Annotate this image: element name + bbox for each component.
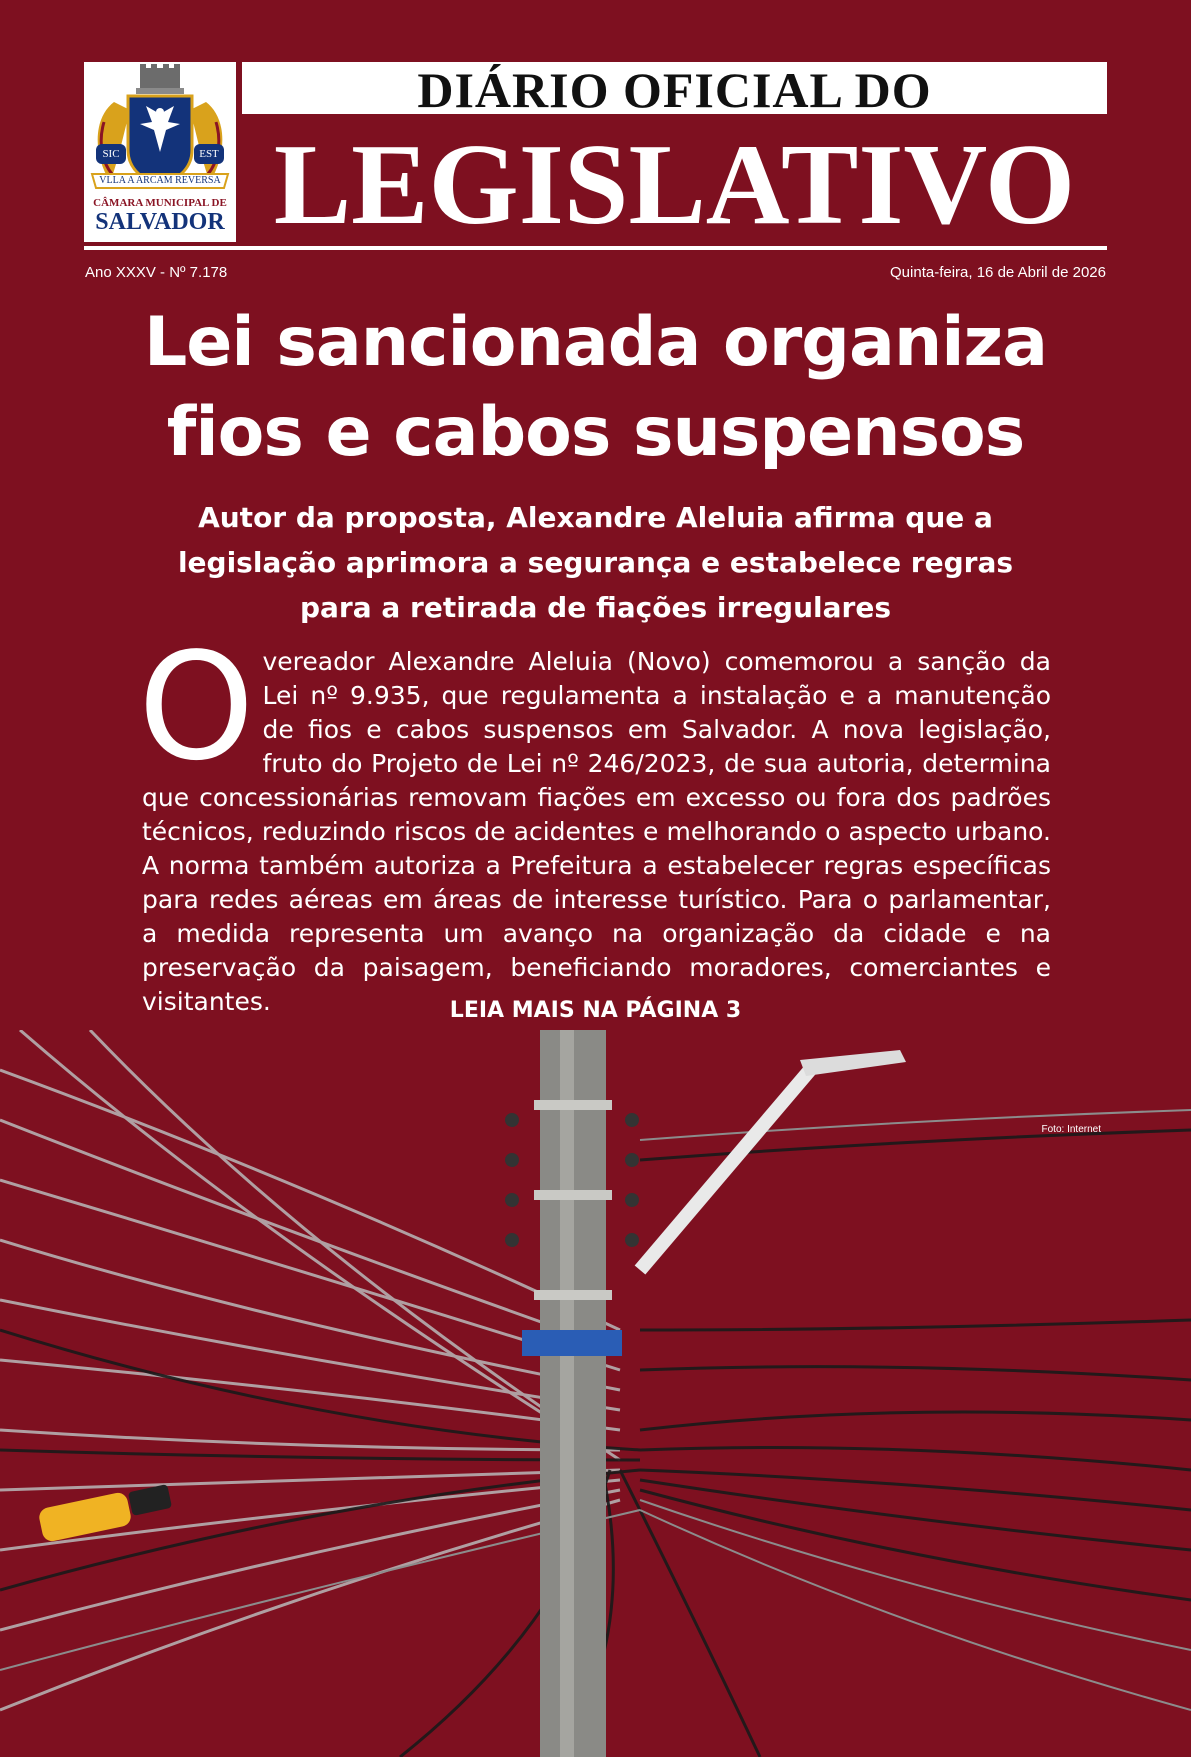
utility-pole-wires-photo [0, 1030, 1191, 1757]
read-more-link[interactable]: LEIA MAIS NA PÁGINA 3 [449, 998, 742, 1023]
article-text: vereador Alexandre Aleluia (Novo) comemorou a sanção da Lei nº 9.935, que regulamenta a instalação e a manutenção de fios e cabos suspensos em Salvador. A nova legislação, fruto do Projeto de Lei nº 246/2023, de sua autoria, determina que concessionárias removam fiações em excesso ou fora dos padrões técnicos, reduzindo riscos de acidentes e melhorando o aspecto urbano. A norma também autoriza a Prefeitura a estabelecer regras específicas para redes aéreas em áreas de interesse turístico. Para o parlamentar, a medida representa um avanço na organização da cidade e na preservação da paisagem, beneficiando moradores, comerciantes e visitantes. [142, 647, 1051, 1016]
masthead [84, 62, 1107, 250]
crest-right-text: EST [199, 148, 219, 160]
crest-city-label: SALVADOR [95, 209, 225, 235]
drop-cap: O [138, 621, 255, 793]
street-lamp [640, 1050, 906, 1270]
issue-number: Ano XXXV - Nº 7.178 [85, 264, 228, 281]
crest-left-text: SIC [102, 148, 120, 160]
city-crest-logo [84, 62, 236, 242]
masthead-title-main: LEGISLATIVO [273, 121, 1076, 249]
issue-date: Quinta-feira, 16 de Abril de 2026 [890, 264, 1106, 281]
cable-box [37, 1484, 172, 1543]
article-body [138, 621, 1051, 1019]
masthead-title-top: DIÁRIO OFICIAL DO [242, 62, 1107, 114]
headline: Lei sancionada organiza fios e cabos suspensos [143, 303, 1048, 472]
crest-chamber-label: CÂMARA MUNICIPAL DE [93, 197, 227, 209]
photo-credit: Foto: Internet [1041, 1124, 1101, 1135]
crest-motto: VLLA A ARCAM REVERSA [99, 175, 221, 186]
subheadline: Autor da proposta, Alexandre Aleluia afirma que a legislação aprimora a segurança e estabelece regras para a retirada de fiações irregulares [177, 501, 1014, 624]
